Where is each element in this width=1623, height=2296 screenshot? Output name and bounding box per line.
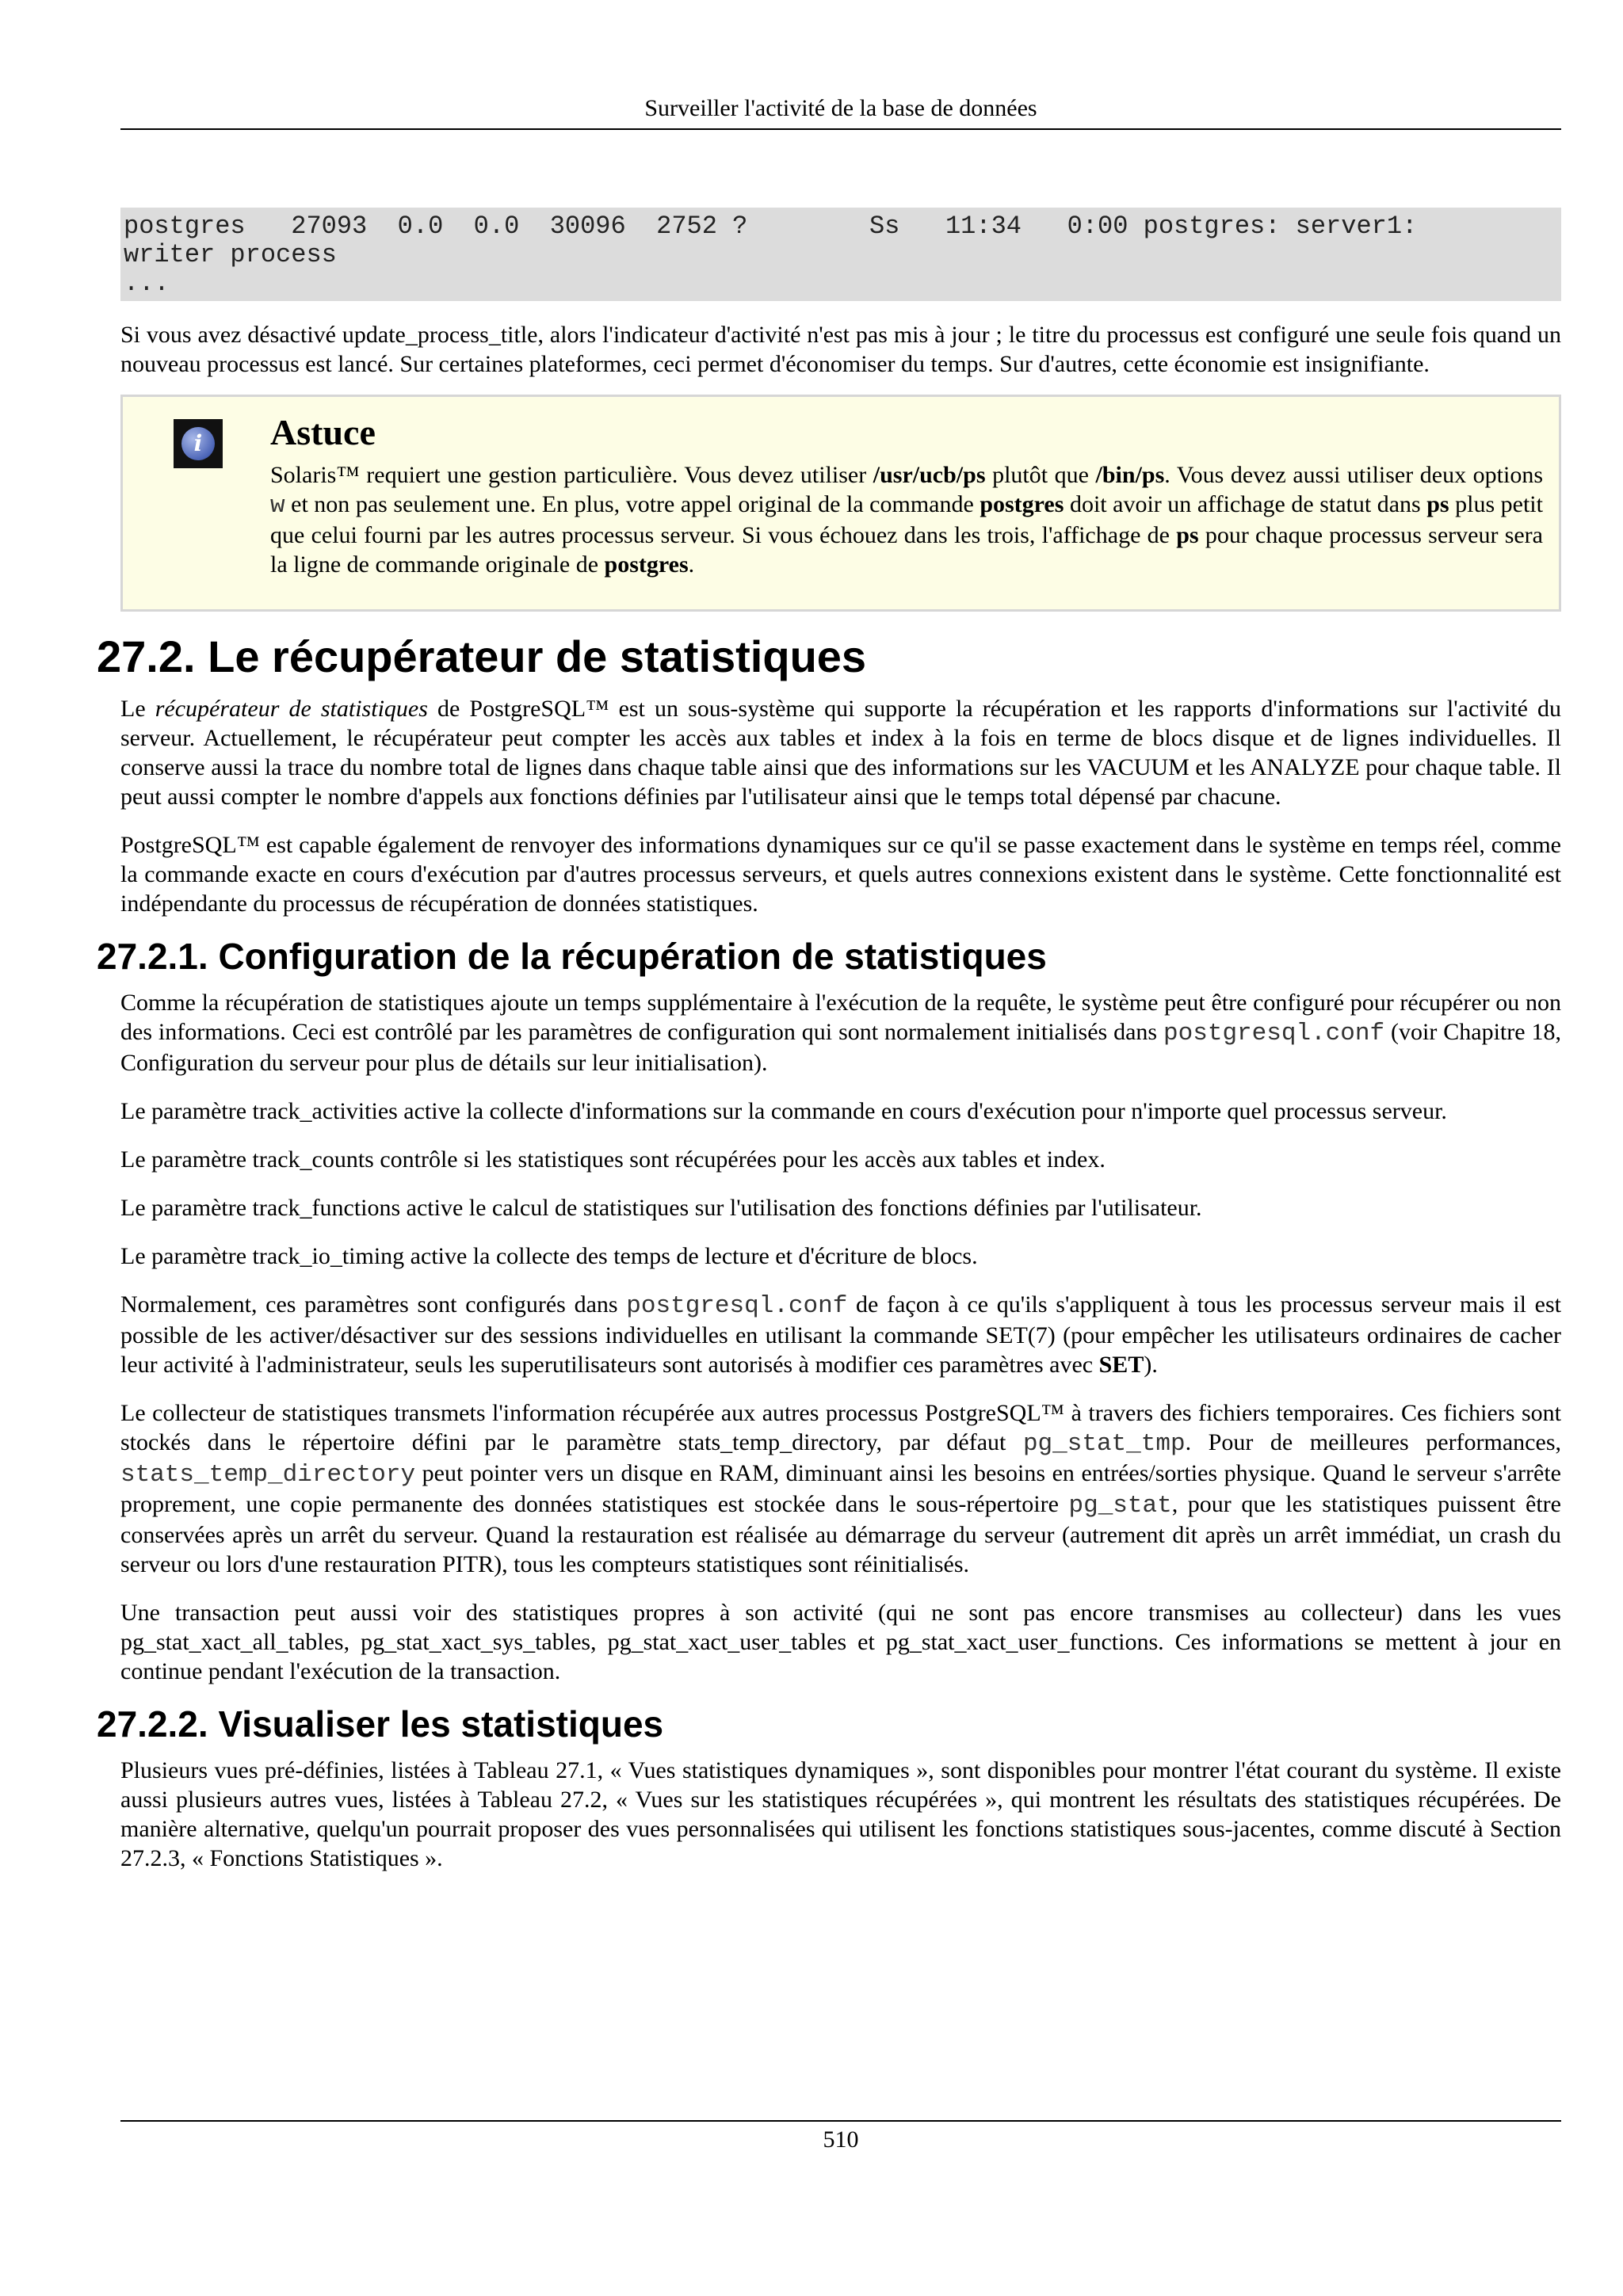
text-part: . Pour de meilleures performances, bbox=[1185, 1429, 1561, 1455]
running-header: Surveiller l'activité de la base de données bbox=[644, 95, 1037, 121]
code-line: postgres 27093 0.0 0.0 30096 2752 ? Ss 11:34 0:00 postgres: server1: bbox=[124, 212, 1418, 241]
filename: postgresql.conf bbox=[626, 1292, 848, 1320]
paragraph-set-command bbox=[120, 1290, 1561, 1379]
tip-text-part: et non pas seulement une. En plus, votre appel original de la commande bbox=[285, 491, 980, 517]
text-part: peut pointer vers un disque en RAM, diminuant ainsi les besoins en entrées/sorties physique. Quand le serveur s'arrête proprement, une copie permanente des données statistiques est stockée dans le sous-répertoire bbox=[120, 1460, 1561, 1517]
text-part: de façon à ce qu'ils s'appliquent à tous les processus serveur mais il est possible de les activer/désactiver sur des sessions individuelles en utilisant la commande SET(7) (pour empêcher les utilisateurs ordinaires de cacher leur activité à l'administrateur, seuls les superutilisateurs sont autorisés à modifier ces paramètres avec bbox=[120, 1291, 1561, 1378]
tip-command: /bin/ps bbox=[1095, 462, 1165, 488]
paragraph-temp-files bbox=[120, 1398, 1561, 1579]
paragraph-statistics-collector bbox=[120, 694, 1561, 811]
parameter-name: stats_temp_directory bbox=[120, 1461, 416, 1489]
tip-body bbox=[270, 411, 1543, 579]
section-heading-27-2-2: 27.2.2. Visualiser les statistiques bbox=[97, 1703, 664, 1745]
tip-text-part: plutôt que bbox=[985, 462, 1096, 488]
tip-command: ps bbox=[1176, 522, 1199, 548]
page-number: 510 bbox=[823, 2126, 859, 2153]
footer-rule bbox=[120, 2120, 1561, 2122]
paragraph-track-counts: Le paramètre track_counts contrôle si les statistiques sont récupérées pour les accès aux tables et index. bbox=[120, 1146, 1106, 1173]
command-name: SET bbox=[1098, 1352, 1144, 1378]
tip-command: /usr/ucb/ps bbox=[873, 462, 986, 488]
text-part: (voir Chapitre 18, Configuration du serveur pour plus de détails sur leur initialisation). bbox=[120, 1019, 1561, 1076]
directory-name: pg_stat bbox=[1068, 1492, 1172, 1520]
tip-box bbox=[120, 395, 1561, 612]
paragraph-config-intro bbox=[120, 988, 1561, 1077]
page-content bbox=[97, 208, 1562, 1873]
tip-text-part: pour chaque processus serveur sera la ligne de commande originale de bbox=[270, 522, 1543, 578]
tip-command: postgres bbox=[980, 491, 1064, 517]
info-glyph: i bbox=[181, 427, 215, 460]
tip-text-part: . Vous devez aussi utiliser deux options bbox=[1164, 462, 1543, 488]
tip-text-part: Solaris™ requiert une gestion particulière. Vous devez utiliser bbox=[270, 462, 873, 488]
paragraph-dynamic-info: PostgreSQL™ est capable également de renvoyer des informations dynamiques sur ce qu'il se passe exactement dans le système en temps réel, comme la commande exacte en cours d'exécution par d'autres processus serveurs, et quels autres connexions existent dans le système. Cette fonctionnalité est indépendante du processus de récupération de données statistiques. bbox=[120, 832, 1561, 917]
code-block bbox=[120, 208, 1561, 301]
filename: postgresql.conf bbox=[1163, 1020, 1385, 1047]
text-part: , pour que les statistiques puissent être conservées après un arrêt du serveur. Quand la restauration est réalisée au démarrage du serveur (autrement dit après un arrêt immédiat, un crash du serveur ou lors d'une restauration PITR), tous les compteurs statistiques sont réinitialisés. bbox=[120, 1491, 1561, 1577]
tip-option: w bbox=[270, 492, 285, 520]
section-heading-27-2-1: 27.2.1. Configuration de la récupération de statistiques bbox=[97, 936, 1047, 977]
tip-text-part: plus petit que celui fourni par les autres processus serveur. Si vous échouez dans les trois, l'affichage de bbox=[270, 491, 1543, 548]
paragraph-update-process-title: Si vous avez désactivé update_process_title, alors l'indicateur d'activité n'est pas mis à jour ; le titre du processus est configuré une seule fois quand un nouveau processus est lancé. Sur certaines plateformes, ceci permet d'économiser du temps. Sur d'autres, cette économie est insignifiante. bbox=[120, 322, 1561, 377]
tip-text-part: . bbox=[688, 551, 695, 578]
tip-text-part: doit avoir un affichage de statut dans bbox=[1064, 491, 1427, 517]
paragraph-track-functions: Le paramètre track_functions active le calcul de statistiques sur l'utilisation des fonctions définies par l'utilisateur. bbox=[120, 1195, 1202, 1221]
paragraph-track-activities: Le paramètre track_activities active la collecte d'informations sur la commande en cours d'exécution pour n'importe quel processus serveur. bbox=[120, 1098, 1447, 1124]
directory-name: pg_stat_tmp bbox=[1022, 1430, 1186, 1458]
paragraph-track-io-timing: Le paramètre track_io_timing active la collecte des temps de lecture et d'écriture de blocs. bbox=[120, 1243, 978, 1269]
info-icon bbox=[174, 419, 223, 468]
text-part: Comme la récupération de statistiques ajoute un temps supplémentaire à l'exécution de la requête, le système peut être configuré pour récupérer ou non des informations. Ceci est contrôlé par les paramètres de configuration qui sont normalement initialisés dans bbox=[120, 990, 1561, 1045]
text-part: Le bbox=[120, 696, 155, 722]
code-line: ... bbox=[124, 269, 170, 298]
emphasis-term: récupérateur de statistiques bbox=[155, 696, 428, 722]
text-part: ). bbox=[1144, 1352, 1158, 1378]
tip-text bbox=[270, 460, 1543, 579]
text-part: Normalement, ces paramètres sont configurés dans bbox=[120, 1291, 627, 1318]
paragraph-transaction-stats: Une transaction peut aussi voir des statistiques propres à son activité (qui ne sont pas encore transmises au collecteur) dans les vues pg_stat_xact_all_tables, pg_stat_xact_sys_tables, pg_stat_xact_user_tables et pg_stat_xact_user_functions. Ces informations se mettent à jour en continue pendant l'exécution de la transaction. bbox=[120, 1600, 1561, 1684]
tip-command: ps bbox=[1426, 491, 1449, 517]
text-part: de PostgreSQL™ est un sous-système qui supporte la récupération et les rapports d'informations sur l'activité du serveur. Actuellement, le récupérateur peut compter les accès aux tables et index à la fois en terme de blocs disque et de lignes individuelles. Il conserve aussi la trace du nombre total de lignes dans chaque table ainsi que des informations sur les VACUUM et les ANALYZE pour chaque table. Il peut aussi compter le nombre d'appels aux fonctions définies par l'utilisateur ainsi que le temps total dépensé par chacune. bbox=[120, 696, 1562, 810]
tip-command: postgres bbox=[604, 551, 689, 578]
text-part: Le collecteur de statistiques transmets l'information récupérée aux autres processus PostgreSQL™ à travers des fichiers temporaires. Ces fichiers sont stockés dans le répertoire défini par le paramètre stats_temp_directory, par défaut bbox=[120, 1400, 1561, 1455]
code-line: writer process bbox=[124, 240, 337, 269]
section-heading-27-2: 27.2. Le récupérateur de statistiques bbox=[97, 631, 867, 681]
header-rule bbox=[120, 128, 1561, 130]
paragraph-predefined-views: Plusieurs vues pré-définies, listées à Tableau 27.1, « Vues statistiques dynamiques », sont disponibles pour montrer l'état courant du système. Il existe aussi plusieurs autres vues, listées à Tableau 27.2, « Vues sur les statistiques récupérées », qui montrent les résultats des statistiques récupérées. De manière alternative, quelqu'un pourrait proposer des vues personnalisées qui utilisent les fonctions statistiques sous-jacentes, comme discuté à Section 27.2.3, « Fonctions Statistiques ». bbox=[120, 1757, 1561, 1871]
tip-title: Astuce bbox=[270, 412, 376, 452]
